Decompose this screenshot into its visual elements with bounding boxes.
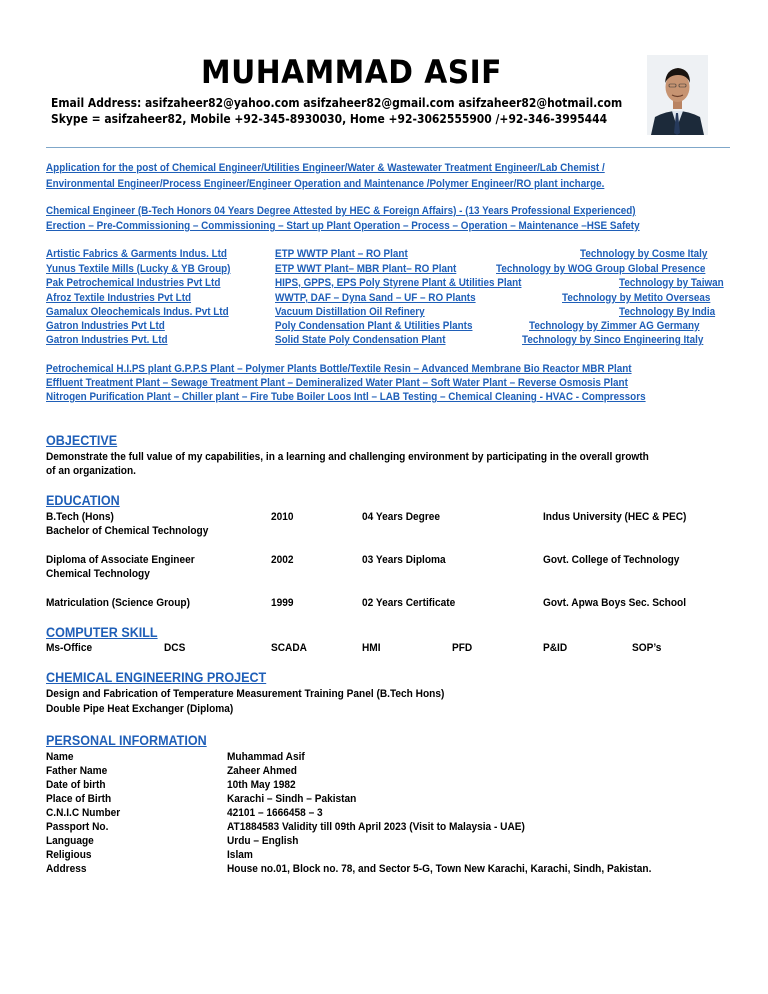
edu-3-type: 02 Years Certificate <box>362 597 456 609</box>
personal-value-name: Muhammad Asif <box>227 751 305 763</box>
company-1: Artistic Fabrics & Garments Indus. Ltd <box>46 248 227 260</box>
plants-line-2: Effluent Treatment Plant – Sewage Treatment Plant – Demineralized Water Plant – Soft Water Plant – Reverse Osmosis Plant <box>46 377 628 389</box>
objective-heading: OBJECTIVE <box>46 433 118 448</box>
company-3: Pak Petrochemical Industries Pvt Ltd <box>46 277 221 289</box>
personal-value-religion: Islam <box>227 849 253 861</box>
project-item-1: Design and Fabrication of Temperature Measurement Training Panel (B.Tech Hons) <box>46 688 445 700</box>
application-line-2: Environmental Engineer/Process Engineer/Engineer Operation and Maintenance /Polymer Engineer/RO plant incharge. <box>46 178 605 190</box>
tech-2: Technology by WOG Group Global Presence <box>496 263 706 275</box>
edu-2-year: 2002 <box>271 554 294 566</box>
plants-line-3: Nitrogen Purification Plant – Chiller plant – Fire Tube Boiler Loos Intl – LAB Testing – Chemical Cleaning - HVAC - Compressors <box>46 391 646 403</box>
tech-5: Technology By India <box>619 306 716 318</box>
edu-3-year: 1999 <box>271 597 294 609</box>
personal-value-birthplace: Karachi – Sindh – Pakistan <box>227 793 357 805</box>
personal-label-language: Language <box>46 835 94 847</box>
personal-label-name: Name <box>46 751 74 763</box>
plant-7: Solid State Poly Condensation Plant <box>275 334 446 346</box>
company-4: Afroz Textile Industries Pvt Ltd <box>46 292 192 304</box>
personal-value-cnic: 42101 – 1666458 – 3 <box>227 807 323 819</box>
plant-2: ETP WWT Plant– MBR Plant– RO Plant <box>275 263 457 275</box>
tech-3: Technology by Taiwan <box>619 277 724 289</box>
plant-3: HIPS, GPPS, EPS Poly Styrene Plant & Utilities Plant <box>275 277 522 289</box>
skill-scada: SCADA <box>271 642 307 654</box>
profile-photo <box>647 55 708 135</box>
personal-value-passport: AT1884583 Validity till 09th April 2023 (Visit to Malaysia - UAE) <box>227 821 525 833</box>
application-line-1: Application for the post of Chemical Engineer/Utilities Engineer/Water & Wastewater Treatment Engineer/Lab Chemist / <box>46 162 605 174</box>
objective-line-1: Demonstrate the full value of my capabilities, in a learning and challenging environment by participating in the overall growth <box>46 451 649 463</box>
edu-1-title: B.Tech (Hons) <box>46 511 114 523</box>
personal-value-address: House no.01, Block no. 78, and Sector 5-G, Town New Karachi, Karachi, Sindh, Pakistan. <box>227 863 652 875</box>
tech-4: Technology by Metito Overseas <box>562 292 711 304</box>
personal-value-dob: 10th May 1982 <box>227 779 296 791</box>
personal-heading: PERSONAL INFORMATION <box>46 733 207 748</box>
skill-pid: P&ID <box>543 642 568 654</box>
skill-ms-office: Ms-Office <box>46 642 93 654</box>
experience-scope-line: Erection – Pre-Commissioning – Commissioning – Start up Plant Operation – Process – Operation – Maintenance –HSE Safety <box>46 220 640 232</box>
edu-2-title: Diploma of Associate Engineer <box>46 554 195 566</box>
education-heading: EDUCATION <box>46 493 120 508</box>
plant-4: WWTP, DAF – Dyna Sand – UF – RO Plants <box>275 292 476 304</box>
project-item-2: Double Pipe Heat Exchanger (Diploma) <box>46 703 234 715</box>
edu-1-inst: Indus University (HEC & PEC) <box>543 511 687 523</box>
company-6: Gatron Industries Pvt Ltd <box>46 320 165 332</box>
edu-1-year: 2010 <box>271 511 294 523</box>
edu-2-type: 03 Years Diploma <box>362 554 446 566</box>
tech-1: Technology by Cosme Italy <box>580 248 708 260</box>
plant-5: Vacuum Distillation Oil Refinery <box>275 306 425 318</box>
plant-6: Poly Condensation Plant & Utilities Plants <box>275 320 473 332</box>
tech-6: Technology by Zimmer AG Germany <box>529 320 700 332</box>
candidate-name: MUHAMMAD ASIF <box>201 53 502 91</box>
personal-label-cnic: C.N.I.C Number <box>46 807 121 819</box>
personal-label-address: Address <box>46 863 87 875</box>
header-divider <box>46 147 730 148</box>
edu-2-inst: Govt. College of Technology <box>543 554 680 566</box>
skill-hmi: HMI <box>362 642 381 654</box>
edu-1-type: 04 Years Degree <box>362 511 441 523</box>
skill-sops: SOP’s <box>632 642 662 654</box>
company-2: Yunus Textile Mills (Lucky & YB Group) <box>46 263 231 275</box>
edu-2-sub: Chemical Technology <box>46 568 150 580</box>
edu-1-sub: Bachelor of Chemical Technology <box>46 525 209 537</box>
company-5: Gamalux Oleochemicals Indus. Pvt Ltd <box>46 306 229 318</box>
skill-pfd: PFD <box>452 642 473 654</box>
personal-value-father: Zaheer Ahmed <box>227 765 297 777</box>
degree-line: Chemical Engineer (B-Tech Honors 04 Years Degree Attested by HEC & Foreign Affairs) - (13 Years Professional Experienced) <box>46 205 636 217</box>
personal-label-birthplace: Place of Birth <box>46 793 112 805</box>
plant-1: ETP WWTP Plant – RO Plant <box>275 248 408 260</box>
personal-label-passport: Passport No. <box>46 821 109 833</box>
plants-line-1: Petrochemical H.I.PS plant G.P.P.S Plant – Polymer Plants Bottle/Textile Resin – Advanced Membrane Bio Reactor MBR Plant <box>46 363 632 375</box>
personal-label-father: Father Name <box>46 765 108 777</box>
personal-value-language: Urdu – English <box>227 835 299 847</box>
phone-line: Skype = asifzaheer82, Mobile +92-345-8930030, Home +92-3062555900 /+92-346-3995444 <box>51 111 608 126</box>
edu-3-inst: Govt. Apwa Boys Sec. School <box>543 597 687 609</box>
personal-label-religion: Religious <box>46 849 92 861</box>
computer-skill-heading: COMPUTER SKILL <box>46 625 158 640</box>
company-7: Gatron Industries Pvt. Ltd <box>46 334 168 346</box>
personal-label-dob: Date of birth <box>46 779 106 791</box>
edu-3-title: Matriculation (Science Group) <box>46 597 190 609</box>
email-line: Email Address: asifzaheer82@yahoo.com asifzaheer82@gmail.com asifzaheer82@hotmail.com <box>51 95 623 110</box>
skill-dcs: DCS <box>164 642 186 654</box>
project-heading: CHEMICAL ENGINEERING PROJECT <box>46 670 267 685</box>
tech-7: Technology by Sinco Engineering Italy <box>522 334 704 346</box>
objective-line-2: of an organization. <box>46 465 136 477</box>
